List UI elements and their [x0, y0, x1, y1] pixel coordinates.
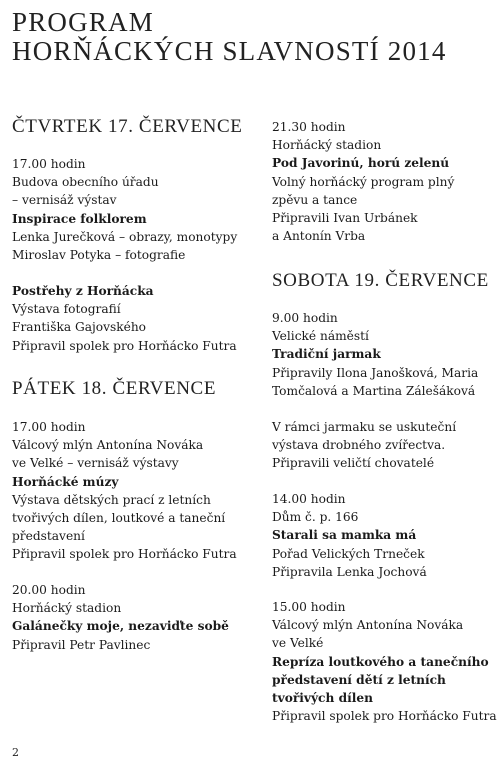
- event-organizer: Připravili Ivan Urbánek: [272, 211, 418, 226]
- event-organizer: Připravil spolek pro Horňácko Futra: [12, 338, 237, 353]
- event-place: ve Velké – vernisáž výstavy: [12, 456, 179, 471]
- event-description: zpěvu a tance: [272, 192, 358, 207]
- event-name: Repríza loutkového a tanečního: [272, 654, 489, 669]
- event-thursday-photos: [12, 282, 237, 355]
- event-name: představení dětí z letních: [272, 672, 446, 687]
- event-description: Pořad Velických Trneček: [272, 546, 425, 561]
- event-time: 17.00 hodin: [12, 157, 86, 171]
- event-thursday-exhibition: [12, 155, 237, 264]
- title-line-1: PROGRAM: [12, 7, 154, 37]
- day-heading-thursday: ČTVRTEK 17. ČERVENCE: [12, 116, 243, 137]
- event-saturday-repriza: [272, 598, 497, 725]
- event-name: Galánečky moje, nezaviďte sobě: [12, 619, 229, 634]
- event-place: Budova obecního úřadu: [12, 175, 159, 190]
- event-place: Válcový mlýn Antonína Nováka: [272, 618, 464, 633]
- event-description: Výstava dětských prací z letních: [12, 492, 211, 507]
- day-heading-friday: PÁTEK 18. ČERVENCE: [12, 378, 217, 399]
- event-organizer: Připravila Lenka Jochová: [272, 564, 427, 579]
- event-organizer: Tomčalová a Martina Zálešáková: [272, 383, 476, 398]
- event-place: Horňácký stadion: [272, 138, 382, 153]
- event-organizer: Připravil spolek pro Horňácko Futra: [12, 547, 237, 562]
- event-organizer: a Antonín Vrba: [272, 229, 366, 244]
- event-name: Horňácké múzy: [12, 474, 119, 489]
- event-time: 15.00 hodin: [272, 600, 346, 614]
- event-description: představení: [12, 529, 85, 544]
- page-number: 2: [12, 746, 19, 759]
- event-place: Horňácký stadion: [12, 601, 122, 616]
- event-name: Pod Javorinú, horú zelenú: [272, 156, 450, 171]
- event-description: Volný horňácký program plný: [272, 174, 455, 189]
- day-heading-saturday: SOBOTA 19. ČERVENCE: [272, 270, 489, 291]
- event-description: Lenka Jurečková – obrazy, monotypy: [12, 229, 238, 244]
- event-place: ve Velké: [272, 636, 324, 651]
- event-time: 21.30 hodin: [272, 120, 346, 134]
- event-name: Inspirace folklorem: [12, 211, 147, 226]
- event-description: tvořivých dílen, loutkové a taneční: [12, 511, 226, 526]
- event-time: 20.00 hodin: [12, 583, 86, 597]
- event-friday-galanecky: [12, 581, 229, 654]
- event-saturday-jarmak: [272, 309, 478, 400]
- event-organizer: Připravili veličtí chovatelé: [272, 456, 435, 471]
- event-place: Dům č. p. 166: [272, 510, 359, 525]
- event-saturday-starali: [272, 490, 427, 581]
- event-description: výstava drobného zvířectva.: [272, 438, 446, 453]
- event-name: tvořivých dílen: [272, 691, 373, 706]
- event-saturday-animals: [272, 418, 456, 473]
- event-name: Starali sa mamka má: [272, 528, 417, 543]
- title-line-2: HORŇÁCKÝCH SLAVNOSTÍ 2014: [12, 36, 447, 66]
- event-friday-muzy: [12, 418, 237, 564]
- event-time: 14.00 hodin: [272, 492, 346, 506]
- event-description: V rámci jarmaku se uskuteční: [272, 420, 457, 434]
- event-name: Tradiční jarmak: [272, 347, 381, 362]
- event-description: Miroslav Potyka – fotografie: [12, 248, 186, 263]
- event-organizer: Připravily Ilona Janošková, Maria: [272, 365, 479, 380]
- event-organizer: Připravil Petr Pavlinec: [12, 637, 151, 652]
- event-name: Postřehy z Horňácka: [12, 284, 154, 298]
- event-place: – vernisáž výstav: [12, 193, 117, 208]
- event-time: 9.00 hodin: [272, 311, 338, 325]
- event-place: Válcový mlýn Antonína Nováka: [12, 438, 204, 453]
- event-time: 17.00 hodin: [12, 420, 86, 434]
- event-description: Výstava fotografií: [12, 302, 121, 317]
- event-description: Františka Gajovského: [12, 320, 147, 335]
- event-organizer: Připravil spolek pro Horňácko Futra: [272, 709, 497, 724]
- event-friday-javorina: [272, 118, 454, 245]
- event-place: Velické náměstí: [272, 329, 369, 344]
- page-title: [12, 8, 447, 66]
